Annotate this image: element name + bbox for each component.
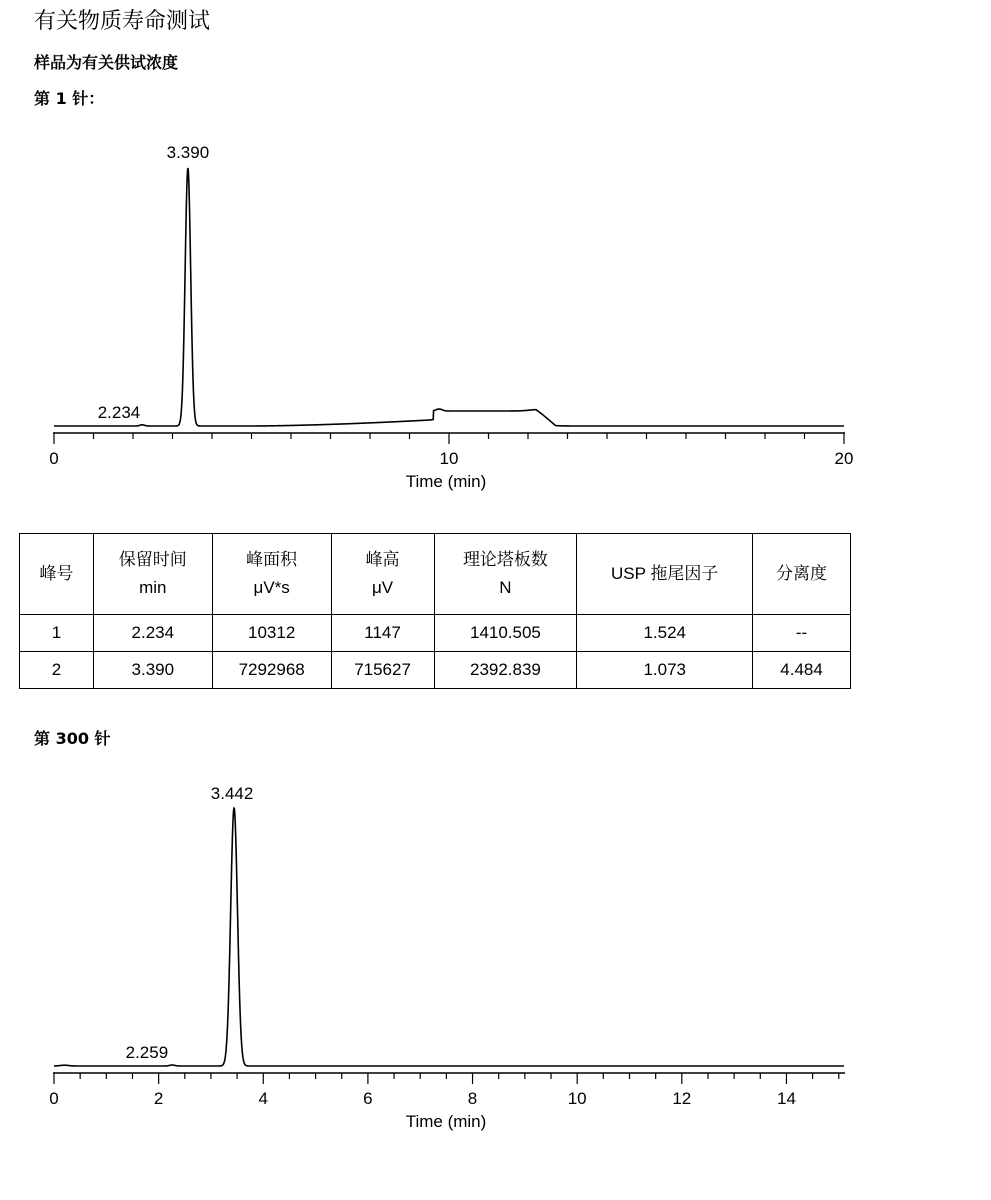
x-tick-label: 0 (49, 449, 59, 468)
chromatogram-injection-1 (0, 135, 991, 495)
x-axis-tick-labels (49, 449, 853, 468)
x-tick-label: 10 (567, 1089, 587, 1108)
table-cell: 4.484 (753, 652, 851, 689)
header-resolution: 分离度 (753, 534, 851, 615)
peak-label: 2.259 (125, 1043, 169, 1062)
table-cell: -- (753, 615, 851, 652)
x-tick-label: 0 (49, 1089, 59, 1108)
peak-label: 3.442 (210, 784, 254, 803)
table-cell: 1147 (331, 615, 434, 652)
table-cell: 2 (20, 652, 94, 689)
page-subtitle: 样品为有关供试浓度 (34, 53, 179, 72)
table-row (20, 615, 851, 652)
header-peak-height: 峰高 μV (331, 534, 434, 615)
header-peak-area: 峰面积 μV*s (212, 534, 331, 615)
table-cell: 2.234 (93, 615, 212, 652)
x-axis-ticks (54, 1073, 839, 1084)
header-retention-time: 保留时间 min (93, 534, 212, 615)
table-cell: 1.524 (577, 615, 753, 652)
x-axis-ticks (54, 433, 844, 444)
table-cell: 10312 (212, 615, 331, 652)
x-axis-tick-labels (49, 1089, 796, 1108)
table-cell: 3.390 (93, 652, 212, 689)
table-header-row (20, 534, 851, 615)
table-cell: 7292968 (212, 652, 331, 689)
peak-labels (126, 784, 254, 1062)
x-axis-label: Time (min) (405, 472, 487, 491)
peak-label: 3.390 (166, 143, 210, 162)
chromatogram-trace (54, 808, 844, 1066)
x-tick-label: 10 (439, 449, 459, 468)
peak-label: 2.234 (97, 403, 141, 422)
x-tick-label: 20 (834, 449, 854, 468)
injection-300-label: 第 300 针 (34, 729, 111, 748)
table-cell: 1.073 (577, 652, 753, 689)
table-cell: 2392.839 (434, 652, 577, 689)
table-cell: 1410.505 (434, 615, 577, 652)
x-axis-label: Time (min) (405, 1112, 487, 1131)
header-usp-tailing: USP 拖尾因子 (577, 534, 753, 615)
page-title: 有关物质寿命测试 (34, 9, 211, 34)
chromatogram-injection-300 (0, 775, 991, 1135)
x-tick-label: 6 (363, 1089, 373, 1108)
table-row (20, 652, 851, 689)
peak-table (19, 533, 851, 689)
header-peak-no: 峰号 (20, 534, 94, 615)
injection-1-label: 第 1 针： (34, 89, 105, 108)
header-theoretical-plates: 理论塔板数 N (434, 534, 577, 615)
x-tick-label: 14 (776, 1089, 796, 1108)
x-tick-label: 12 (672, 1089, 692, 1108)
table-cell: 1 (20, 615, 94, 652)
x-tick-label: 4 (258, 1089, 269, 1108)
table-cell: 715627 (331, 652, 434, 689)
x-tick-label: 2 (153, 1089, 164, 1108)
chromatogram-trace (54, 168, 844, 426)
x-tick-label: 8 (467, 1089, 478, 1108)
